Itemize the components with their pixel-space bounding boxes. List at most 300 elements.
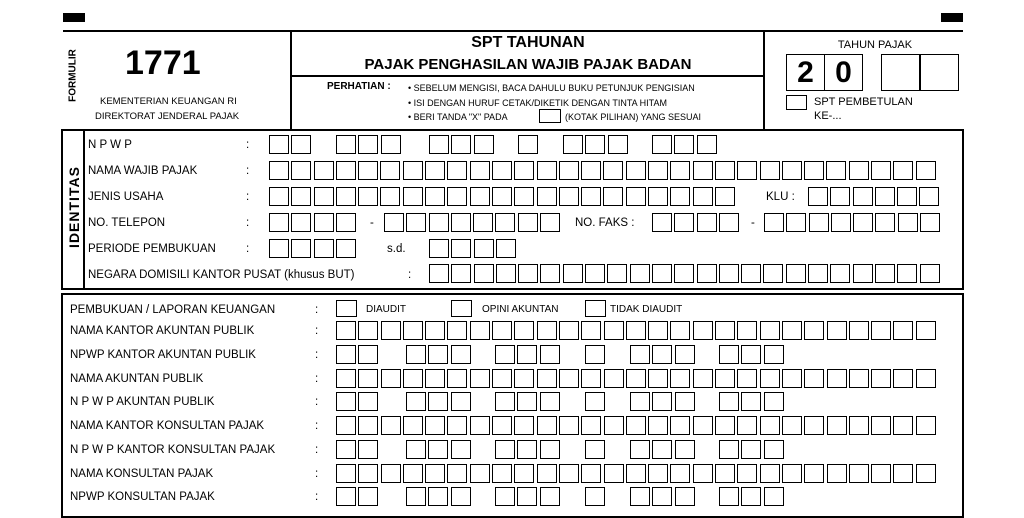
input-box[interactable] [763, 264, 783, 283]
input-box[interactable] [715, 321, 735, 340]
input-box[interactable] [715, 464, 735, 483]
npwp-segment[interactable] [719, 392, 786, 411]
input-box[interactable] [581, 464, 601, 483]
input-box[interactable] [336, 161, 356, 180]
input-box[interactable] [648, 416, 668, 435]
input-box[interactable] [559, 416, 579, 435]
input-box[interactable] [764, 440, 784, 459]
input-box[interactable] [648, 369, 668, 388]
input-box[interactable] [495, 487, 515, 506]
input-box[interactable] [693, 464, 713, 483]
input-box[interactable] [786, 213, 806, 232]
input-box[interactable] [585, 345, 605, 364]
input-box[interactable] [451, 440, 471, 459]
input-box[interactable] [336, 487, 356, 506]
input-box[interactable] [537, 161, 557, 180]
input-box[interactable] [447, 464, 467, 483]
input-box[interactable] [336, 416, 356, 435]
input-box[interactable] [514, 416, 534, 435]
year-digit-2[interactable]: 0 [824, 54, 863, 91]
input-box[interactable] [425, 187, 445, 206]
input-box[interactable] [670, 416, 690, 435]
input-box[interactable] [630, 487, 650, 506]
input-box[interactable] [626, 187, 646, 206]
input-box[interactable] [358, 487, 378, 506]
input-box[interactable] [381, 321, 401, 340]
input-box[interactable] [451, 213, 471, 232]
input-box[interactable] [492, 321, 512, 340]
input-box[interactable] [425, 321, 445, 340]
input-box[interactable] [826, 161, 846, 180]
input-box[interactable] [429, 264, 449, 283]
input-box[interactable] [406, 487, 426, 506]
input-box[interactable] [495, 440, 515, 459]
input-box[interactable] [336, 345, 356, 364]
year-digit-4[interactable] [920, 54, 959, 91]
input-box[interactable] [652, 345, 672, 364]
input-box[interactable] [719, 345, 739, 364]
input-box[interactable] [674, 264, 694, 283]
diaudit-checkbox[interactable] [336, 300, 357, 317]
input-box[interactable] [336, 392, 356, 411]
input-box[interactable] [626, 161, 646, 180]
input-box[interactable] [871, 321, 891, 340]
input-box[interactable] [585, 440, 605, 459]
input-box[interactable] [737, 161, 757, 180]
input-box[interactable] [403, 416, 423, 435]
input-box[interactable] [808, 264, 828, 283]
input-box[interactable] [403, 161, 423, 180]
input-box[interactable] [831, 213, 851, 232]
input-box[interactable] [715, 161, 735, 180]
input-box[interactable] [626, 321, 646, 340]
input-box[interactable] [470, 369, 490, 388]
npwp-segment[interactable] [585, 440, 607, 459]
input-box[interactable] [428, 440, 448, 459]
input-box[interactable] [336, 369, 356, 388]
input-box[interactable] [849, 369, 869, 388]
opini-akuntan-checkbox[interactable] [451, 300, 472, 317]
input-box[interactable] [540, 392, 560, 411]
input-box[interactable] [514, 369, 534, 388]
input-box[interactable] [875, 213, 895, 232]
npwp-segment[interactable] [630, 345, 697, 364]
input-box[interactable] [603, 161, 623, 180]
input-box[interactable] [514, 187, 534, 206]
input-box[interactable] [804, 321, 824, 340]
nama-kap-field[interactable] [336, 321, 938, 340]
input-box[interactable] [381, 369, 401, 388]
input-box[interactable] [737, 464, 757, 483]
input-box[interactable] [719, 264, 739, 283]
input-box[interactable] [425, 416, 445, 435]
input-box[interactable] [470, 187, 490, 206]
input-box[interactable] [830, 264, 850, 283]
periode-start-field[interactable] [269, 239, 358, 258]
input-box[interactable] [630, 345, 650, 364]
input-box[interactable] [517, 345, 537, 364]
npwp-segment[interactable] [495, 487, 562, 506]
input-box[interactable] [496, 264, 516, 283]
input-box[interactable] [741, 345, 761, 364]
input-box[interactable] [314, 161, 334, 180]
input-box[interactable] [853, 213, 873, 232]
input-box[interactable] [406, 213, 426, 232]
input-box[interactable] [719, 487, 739, 506]
input-box[interactable] [830, 187, 850, 206]
npwp-segment[interactable] [336, 487, 381, 506]
input-box[interactable] [916, 369, 936, 388]
input-box[interactable] [492, 161, 512, 180]
input-box[interactable] [670, 161, 690, 180]
input-box[interactable] [648, 464, 668, 483]
input-box[interactable] [760, 416, 780, 435]
input-box[interactable] [406, 345, 426, 364]
year-digit-3[interactable] [881, 54, 920, 91]
tidak-diaudit-checkbox[interactable] [585, 300, 606, 317]
input-box[interactable] [849, 161, 869, 180]
telepon-number-field[interactable] [384, 213, 562, 232]
input-box[interactable] [495, 392, 515, 411]
input-box[interactable] [470, 321, 490, 340]
input-box[interactable] [675, 345, 695, 364]
input-box[interactable] [269, 161, 289, 180]
input-box[interactable] [403, 464, 423, 483]
nama-wajib-pajak-field[interactable] [269, 161, 938, 180]
input-box[interactable] [652, 264, 672, 283]
input-box[interactable] [517, 392, 537, 411]
npwp-segment[interactable] [630, 392, 697, 411]
input-box[interactable] [537, 321, 557, 340]
input-box[interactable] [425, 161, 445, 180]
input-box[interactable] [403, 187, 423, 206]
npwp-field[interactable] [269, 135, 314, 154]
input-box[interactable] [897, 264, 917, 283]
input-box[interactable] [540, 487, 560, 506]
input-box[interactable] [675, 392, 695, 411]
input-box[interactable] [380, 187, 400, 206]
input-box[interactable] [827, 416, 847, 435]
input-box[interactable] [782, 321, 802, 340]
input-box[interactable] [849, 464, 869, 483]
input-box[interactable] [809, 213, 829, 232]
input-box[interactable] [381, 464, 401, 483]
input-box[interactable] [764, 392, 784, 411]
input-box[interactable] [741, 440, 761, 459]
input-box[interactable] [492, 416, 512, 435]
input-box[interactable] [737, 416, 757, 435]
input-box[interactable] [559, 321, 579, 340]
input-box[interactable] [827, 369, 847, 388]
input-box[interactable] [428, 487, 448, 506]
npwp-segment[interactable] [336, 440, 381, 459]
npwp-segment[interactable] [585, 487, 607, 506]
input-box[interactable] [871, 161, 891, 180]
input-box[interactable] [827, 321, 847, 340]
input-box[interactable] [604, 464, 624, 483]
input-box[interactable] [540, 440, 560, 459]
input-box[interactable] [764, 345, 784, 364]
input-box[interactable] [540, 213, 560, 232]
input-box[interactable] [853, 264, 873, 283]
input-box[interactable] [804, 369, 824, 388]
input-box[interactable] [559, 187, 579, 206]
input-box[interactable] [719, 440, 739, 459]
input-box[interactable] [473, 213, 493, 232]
faks-number-field[interactable] [764, 213, 942, 232]
input-box[interactable] [451, 487, 471, 506]
input-box[interactable] [715, 187, 735, 206]
spt-pembetulan-checkbox[interactable] [786, 95, 807, 110]
input-box[interactable] [737, 321, 757, 340]
input-box[interactable] [741, 487, 761, 506]
input-box[interactable] [559, 464, 579, 483]
input-box[interactable] [741, 264, 761, 283]
input-box[interactable] [764, 213, 784, 232]
input-box[interactable] [764, 487, 784, 506]
input-box[interactable] [893, 321, 913, 340]
input-box[interactable] [871, 416, 891, 435]
input-box[interactable] [782, 369, 802, 388]
input-box[interactable] [381, 416, 401, 435]
input-box[interactable] [760, 464, 780, 483]
input-box[interactable] [804, 416, 824, 435]
input-box[interactable] [697, 264, 717, 283]
input-box[interactable] [470, 416, 490, 435]
input-box[interactable] [581, 187, 601, 206]
input-box[interactable] [514, 161, 534, 180]
input-box[interactable] [291, 187, 311, 206]
input-box[interactable] [514, 321, 534, 340]
input-box[interactable] [630, 440, 650, 459]
input-box[interactable] [517, 440, 537, 459]
input-box[interactable] [470, 161, 490, 180]
input-box[interactable] [451, 264, 471, 283]
input-box[interactable] [358, 321, 378, 340]
input-box[interactable] [447, 187, 467, 206]
periode-end-field[interactable] [429, 239, 518, 258]
input-box[interactable] [358, 187, 378, 206]
input-box[interactable] [403, 369, 423, 388]
input-box[interactable] [760, 369, 780, 388]
telepon-area-field[interactable] [269, 213, 358, 232]
input-box[interactable] [893, 464, 913, 483]
input-box[interactable] [875, 264, 895, 283]
npwp-segment[interactable] [585, 392, 607, 411]
input-box[interactable] [626, 416, 646, 435]
input-box[interactable] [760, 321, 780, 340]
input-box[interactable] [495, 345, 515, 364]
input-box[interactable] [537, 464, 557, 483]
input-box[interactable] [916, 464, 936, 483]
input-box[interactable] [537, 369, 557, 388]
input-box[interactable] [451, 392, 471, 411]
input-box[interactable] [849, 321, 869, 340]
input-box[interactable] [875, 187, 895, 206]
input-box[interactable] [406, 392, 426, 411]
input-box[interactable] [871, 369, 891, 388]
npwp-segment[interactable] [336, 345, 381, 364]
input-box[interactable] [336, 440, 356, 459]
npwp-segment[interactable] [630, 440, 697, 459]
input-box[interactable] [518, 213, 538, 232]
input-box[interactable] [492, 464, 512, 483]
input-box[interactable] [849, 416, 869, 435]
input-box[interactable] [358, 369, 378, 388]
input-box[interactable] [380, 161, 400, 180]
input-box[interactable] [518, 264, 538, 283]
input-box[interactable] [514, 464, 534, 483]
input-box[interactable] [585, 487, 605, 506]
input-box[interactable] [693, 416, 713, 435]
input-box[interactable] [670, 321, 690, 340]
input-box[interactable] [898, 213, 918, 232]
input-box[interactable] [853, 187, 873, 206]
input-box[interactable] [804, 464, 824, 483]
input-box[interactable] [358, 161, 378, 180]
input-box[interactable] [269, 187, 289, 206]
klu-field[interactable] [808, 187, 942, 206]
input-box[interactable] [652, 487, 672, 506]
input-box[interactable] [336, 464, 356, 483]
input-box[interactable] [808, 187, 828, 206]
input-box[interactable] [517, 487, 537, 506]
npwp-segment[interactable] [495, 345, 562, 364]
npwp-segment[interactable] [719, 345, 786, 364]
jenis-usaha-field[interactable] [269, 187, 737, 206]
input-box[interactable] [429, 213, 449, 232]
input-box[interactable] [604, 321, 624, 340]
input-box[interactable] [406, 440, 426, 459]
input-box[interactable] [719, 392, 739, 411]
input-box[interactable] [537, 416, 557, 435]
input-box[interactable] [626, 464, 646, 483]
input-box[interactable] [314, 187, 334, 206]
input-box[interactable] [607, 264, 627, 283]
input-box[interactable] [447, 321, 467, 340]
input-box[interactable] [916, 161, 936, 180]
input-box[interactable] [675, 487, 695, 506]
input-box[interactable] [428, 345, 448, 364]
faks-area-field[interactable] [652, 213, 741, 232]
input-box[interactable] [537, 187, 557, 206]
npwp-segment[interactable] [585, 345, 607, 364]
npwp-segment[interactable] [406, 487, 473, 506]
input-box[interactable] [782, 464, 802, 483]
npwp-segment[interactable] [630, 487, 697, 506]
input-box[interactable] [474, 264, 494, 283]
input-box[interactable] [585, 392, 605, 411]
input-box[interactable] [648, 321, 668, 340]
input-box[interactable] [920, 264, 940, 283]
input-box[interactable] [786, 264, 806, 283]
input-box[interactable] [715, 369, 735, 388]
input-box[interactable] [358, 440, 378, 459]
input-box[interactable] [630, 264, 650, 283]
input-box[interactable] [916, 416, 936, 435]
input-box[interactable] [358, 464, 378, 483]
input-box[interactable] [782, 416, 802, 435]
input-box[interactable] [652, 392, 672, 411]
input-box[interactable] [358, 392, 378, 411]
input-box[interactable] [425, 369, 445, 388]
input-box[interactable] [827, 464, 847, 483]
input-box[interactable] [871, 464, 891, 483]
input-box[interactable] [693, 161, 713, 180]
input-box[interactable] [581, 161, 601, 180]
input-box[interactable] [585, 264, 605, 283]
input-box[interactable] [648, 187, 668, 206]
input-box[interactable] [693, 187, 713, 206]
input-box[interactable] [492, 187, 512, 206]
input-box[interactable] [893, 416, 913, 435]
year-digit-1[interactable]: 2 [786, 54, 825, 91]
input-box[interactable] [492, 369, 512, 388]
input-box[interactable] [581, 416, 601, 435]
input-box[interactable] [782, 161, 802, 180]
input-box[interactable] [559, 369, 579, 388]
input-box[interactable] [675, 440, 695, 459]
input-box[interactable] [559, 161, 579, 180]
npwp-segment[interactable] [495, 392, 562, 411]
input-box[interactable] [384, 213, 404, 232]
input-box[interactable] [630, 392, 650, 411]
input-box[interactable] [581, 369, 601, 388]
input-box[interactable] [920, 213, 940, 232]
input-box[interactable] [804, 161, 824, 180]
nama-ap-field[interactable] [336, 369, 938, 388]
input-box[interactable] [581, 321, 601, 340]
input-box[interactable] [291, 161, 311, 180]
input-box[interactable] [916, 321, 936, 340]
input-box[interactable] [626, 369, 646, 388]
input-box[interactable] [760, 161, 780, 180]
nama-kp-field[interactable] [336, 464, 938, 483]
input-box[interactable] [652, 440, 672, 459]
input-box[interactable] [737, 369, 757, 388]
npwp-segment[interactable] [719, 440, 786, 459]
input-box[interactable] [670, 369, 690, 388]
nama-kkp-field[interactable] [336, 416, 938, 435]
input-box[interactable] [447, 369, 467, 388]
input-box[interactable] [741, 392, 761, 411]
input-box[interactable] [670, 187, 690, 206]
npwp-segment[interactable] [719, 487, 786, 506]
input-box[interactable] [715, 416, 735, 435]
input-box[interactable] [540, 345, 560, 364]
negara-domisili-field[interactable] [429, 264, 942, 283]
input-box[interactable] [403, 321, 423, 340]
input-box[interactable] [358, 416, 378, 435]
input-box[interactable] [563, 264, 583, 283]
input-box[interactable] [897, 187, 917, 206]
input-box[interactable] [919, 187, 939, 206]
input-box[interactable] [336, 321, 356, 340]
npwp-segment[interactable] [495, 440, 562, 459]
input-box[interactable] [425, 464, 445, 483]
npwp-segment[interactable] [406, 440, 473, 459]
input-box[interactable] [495, 213, 515, 232]
input-box[interactable] [358, 345, 378, 364]
input-box[interactable] [670, 464, 690, 483]
input-box[interactable] [893, 161, 913, 180]
input-box[interactable] [648, 161, 668, 180]
input-box[interactable] [451, 345, 471, 364]
npwp-segment[interactable] [406, 392, 473, 411]
input-box[interactable] [470, 464, 490, 483]
npwp-segment[interactable] [406, 345, 473, 364]
input-box[interactable] [428, 392, 448, 411]
